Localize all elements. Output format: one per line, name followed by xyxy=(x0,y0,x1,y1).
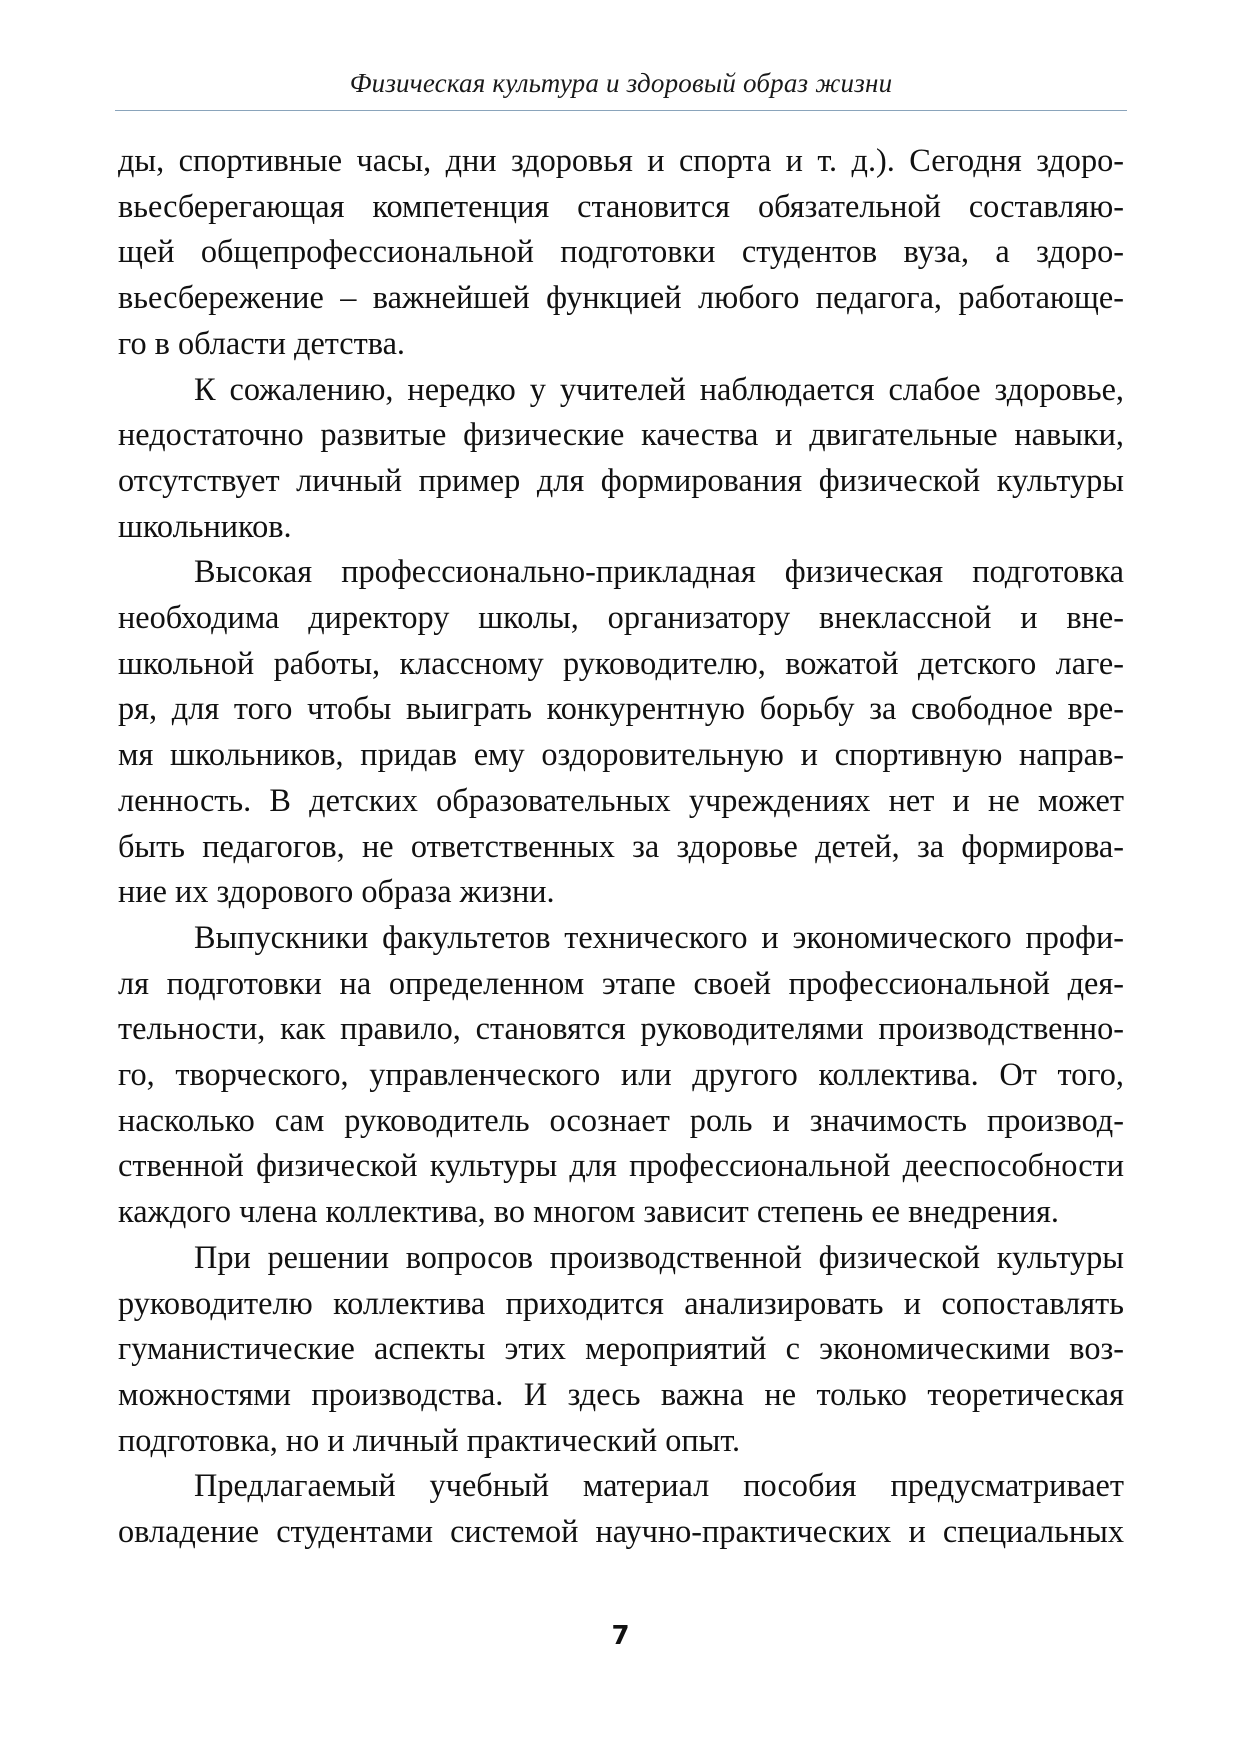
text-line: мя школьников, придав ему оздоровительную и спортивную направ- xyxy=(118,736,1124,773)
text-line: руководителю коллектива приходится анализировать и сопоставлять xyxy=(118,1284,1124,1321)
text-line: ленность. В детских образовательных учреждениях нет и не может xyxy=(118,781,1124,818)
text-line: овладение студентами системой научно-практических и специальных xyxy=(118,1513,1124,1550)
text-line: быть педагогов, не ответственных за здоровье детей, за формирова- xyxy=(118,827,1124,864)
text-line: Предлагаемый учебный материал пособия предусматривает xyxy=(194,1467,1124,1504)
text-line: го в области детства. xyxy=(118,324,405,361)
text-line: ние их здорового образа жизни. xyxy=(118,873,555,910)
paragraph xyxy=(118,915,1124,1235)
paragraph xyxy=(118,1235,1124,1464)
text-line: ля подготовки на определенном этапе своей профессиональной дея- xyxy=(118,964,1124,1001)
text-line: Высокая профессионально-прикладная физическая подготовка xyxy=(194,553,1124,590)
text-line: школьной работы, классному руководителю, вожатой детского лаге- xyxy=(118,644,1124,681)
text-line: ря, для того чтобы выиграть конкурентную борьбу за свободное вре- xyxy=(118,690,1124,727)
text-line: К сожалению, нередко у учителей наблюдается слабое здоровье, xyxy=(194,370,1124,407)
paragraph xyxy=(118,549,1124,915)
text-line: подготовка, но и личный практический опыт. xyxy=(118,1421,741,1458)
paragraph xyxy=(118,1463,1124,1554)
text-line: каждого члена коллектива, во многом зависит степень ее внедрения. xyxy=(118,1193,1059,1230)
text-line: тельности, как правило, становятся руководителями производственно- xyxy=(118,1010,1124,1047)
body-text xyxy=(118,138,1124,1555)
text-line: щей общепрофессиональной подготовки студентов вуза, а здоро- xyxy=(118,233,1124,270)
text-line: Выпускники факультетов технического и экономического профи- xyxy=(194,918,1124,955)
text-line: недостаточно развитые физические качества и двигательные навыки, xyxy=(118,416,1124,453)
text-line: ды, спортивные часы, дни здоровья и спорта и т. д.). Сегодня здоро- xyxy=(118,142,1124,178)
paragraph xyxy=(118,138,1124,367)
text-line: вьесбережение – важнейшей функцией любого педагога, работающе- xyxy=(118,279,1124,316)
text-line: ственной физической культуры для профессиональной дееспособности xyxy=(118,1147,1124,1184)
text-line: го, творческого, управленческого или другого коллектива. От того, xyxy=(118,1056,1124,1093)
text-line: отсутствует личный пример для формирования физической культуры xyxy=(118,461,1124,498)
text-line: школьников. xyxy=(118,507,292,544)
header-divider xyxy=(115,110,1127,111)
running-header: Физическая культура и здоровый образ жизни xyxy=(349,68,893,98)
text-line: насколько сам руководитель осознает роль и значимость производ- xyxy=(118,1101,1124,1138)
page-number: 7 xyxy=(611,1621,630,1651)
text-line: При решении вопросов производственной физической культуры xyxy=(194,1238,1124,1275)
text-line: гуманистические аспекты этих мероприятий с экономическими воз- xyxy=(118,1330,1124,1367)
text-line: можностями производства. И здесь важна не только теоретическая xyxy=(118,1375,1124,1412)
paragraph xyxy=(118,367,1124,550)
text-line: необходима директору школы, организатору внеклассной и вне- xyxy=(118,599,1124,636)
text-line: вьесберегающая компетенция становится обязательной составляю- xyxy=(118,187,1124,224)
